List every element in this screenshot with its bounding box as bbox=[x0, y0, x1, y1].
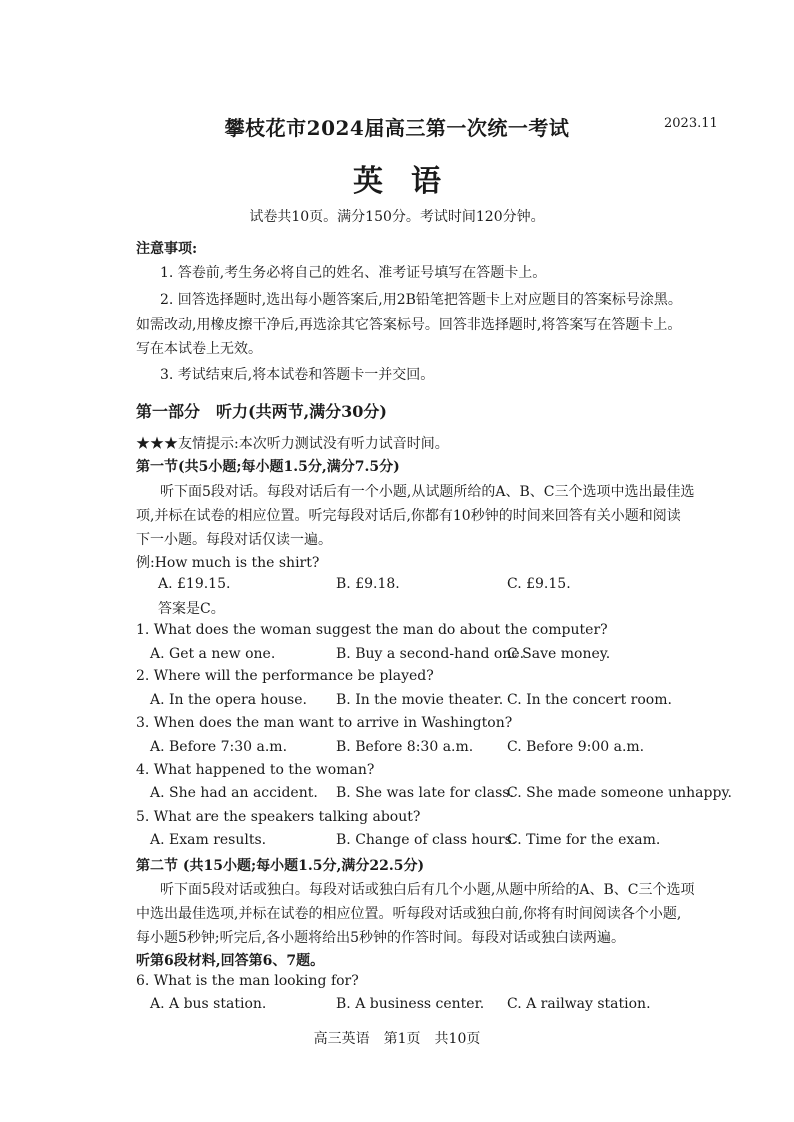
page-footer: 高三英语 第1页 共10页 bbox=[313, 1031, 481, 1047]
q1-option-c: C Save money. bbox=[507, 646, 611, 662]
q1-option-a: A. Get a new one. bbox=[150, 646, 276, 662]
question-6: 6. What is the man looking for? bbox=[136, 973, 359, 989]
note-3: 3. 考试结束后,将本试卷和答题卡一并交回。 bbox=[160, 367, 435, 383]
q6-option-b: B. A business center. bbox=[336, 996, 485, 1012]
section1-instruction-line-3: 下一小题。每段对话仅读一遍。 bbox=[136, 532, 332, 548]
exam-info: 试卷共10页。满分150分。考试时间120分钟。 bbox=[249, 209, 545, 225]
note-2-line-1: 2. 回答选择题时,选出每小题答案后,用2B铅笔把答题卡上对应题目的答案标号涂黑。 bbox=[160, 292, 682, 308]
note-2-line-3: 写在本试卷上无效。 bbox=[136, 341, 262, 357]
question-4: 4. What happened to the woman? bbox=[136, 762, 375, 778]
section2-instruction-line-1: 听下面5段对话或独白。每段对话或独白后有几个小题,从题中所给的A、B、C三个选项 bbox=[160, 882, 695, 898]
subject-title: 英语 bbox=[353, 164, 469, 199]
q3-option-b: B. Before 8:30 a.m. bbox=[336, 739, 474, 755]
q4-option-b: B. She was late for class. bbox=[336, 785, 514, 801]
example-option-b: B. £9.18. bbox=[336, 576, 400, 592]
example-question: 例:How much is the shirt? bbox=[136, 555, 320, 571]
question-5: 5. What are the speakers talking about? bbox=[136, 809, 421, 825]
material-6-instruction: 听第6段材料,回答第6、7题。 bbox=[136, 953, 325, 969]
q6-option-c: C. A railway station. bbox=[507, 996, 651, 1012]
exam-date: 2023.11 bbox=[664, 116, 718, 131]
section1-instruction-line-1: 听下面5段对话。每段对话后有一个小题,从试题所给的A、B、C三个选项中选出最佳选 bbox=[160, 484, 695, 500]
q2-option-a: A. In the opera house. bbox=[150, 692, 307, 708]
question-1: 1. What does the woman suggest the man do about the computer? bbox=[136, 622, 608, 638]
section1-instruction-line-2: 项,并标在试卷的相应位置。听完每段对话后,你都有10秒钟的时间来回答有关小题和阅读 bbox=[136, 508, 681, 524]
example-option-a: A. £19.15. bbox=[158, 576, 231, 592]
example-option-c: C. £9.15. bbox=[507, 576, 571, 592]
note-1: 1. 答卷前,考生务必将自己的姓名、准考证号填写在答题卡上。 bbox=[160, 265, 547, 281]
q3-option-c: C. Before 9:00 a.m. bbox=[507, 739, 645, 755]
section2-instruction-line-2: 中选出最佳选项,并标在试卷的相应位置。听每段对话或独白前,你将有时间阅读各个小题, bbox=[136, 906, 682, 922]
listening-tip: ★★★友情提示:本次听力测试没有听力试音时间。 bbox=[136, 436, 449, 452]
note-2-line-2: 如需改动,用橡皮擦干净后,再选涂其它答案标号。回答非选择题时,将答案写在答题卡上。 bbox=[136, 317, 682, 333]
q4-option-c: C. She made someone unhappy. bbox=[507, 785, 732, 801]
question-3: 3. When does the man want to arrive in Washington? bbox=[136, 715, 513, 731]
part1-heading: 第一部分 听力(共两节,满分30分) bbox=[136, 402, 387, 421]
section2-heading: 第二节 (共15小题;每小题1.5分,满分22.5分) bbox=[136, 858, 425, 874]
q6-option-a: A. A bus station. bbox=[150, 996, 267, 1012]
example-answer: 答案是C。 bbox=[158, 601, 225, 617]
q5-option-c: C. Time for the exam. bbox=[507, 832, 661, 848]
q1-option-b: B. Buy a second-hand one. bbox=[336, 646, 525, 662]
exam-title: 攀枝花市2024届高三第一次统一考试 bbox=[224, 116, 570, 140]
section1-heading: 第一节(共5小题;每小题1.5分,满分7.5分) bbox=[136, 459, 400, 475]
question-2: 2. Where will the performance be played? bbox=[136, 668, 434, 684]
section2-instruction-line-3: 每小题5秒钟;听完后,各小题将给出5秒钟的作答时间。每段对话或独白读两遍。 bbox=[136, 930, 625, 946]
q2-option-c: C. In the concert room. bbox=[507, 692, 672, 708]
notes-heading: 注意事项: bbox=[136, 241, 198, 257]
q5-option-b: B. Change of class hours. bbox=[336, 832, 517, 848]
q5-option-a: A. Exam results. bbox=[150, 832, 267, 848]
q3-option-a: A. Before 7:30 a.m. bbox=[150, 739, 288, 755]
q4-option-a: A. She had an accident. bbox=[150, 785, 318, 801]
q2-option-b: B. In the movie theater. bbox=[336, 692, 504, 708]
